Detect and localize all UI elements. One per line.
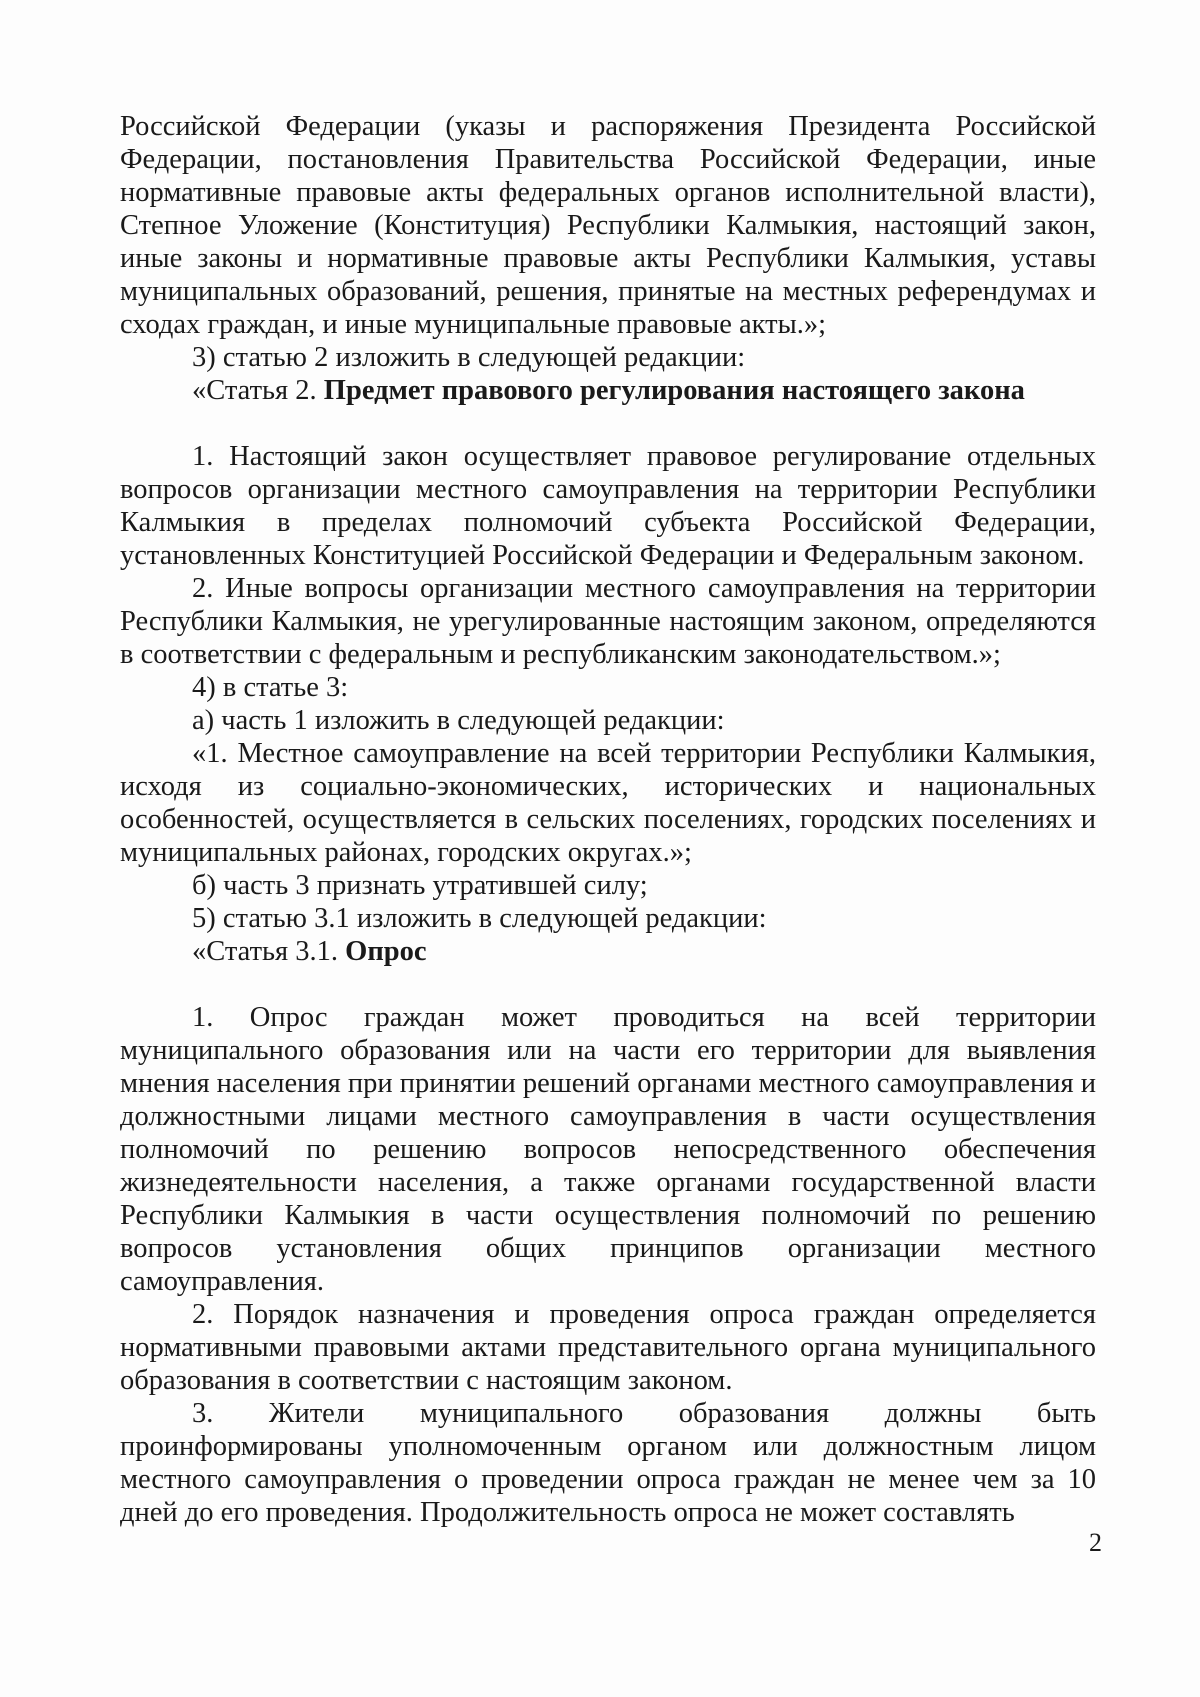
page-number: 2 — [1089, 1528, 1102, 1557]
article-2-part-1: 1. Настоящий закон осуществляет правовое регулирование отдельных вопросов организации местного самоуправления на территории Республики Калмыкия в пределах полномочий субъекта Российской Федерации, установленных Конституцией Российской Федерации и Федеральным законом. — [120, 441, 1096, 571]
list-item-4: 4) в статье 3: — [192, 672, 349, 703]
spacer — [120, 407, 1096, 440]
article-3-1-number: «Статья 3.1. — [192, 936, 346, 967]
article-2-title: Предмет правового регулирования настоящего закона — [323, 375, 1025, 406]
article-3-1-part-1: 1. Опрос граждан может проводиться на всей территории муниципального образования или на части его территории для выявления мнения населения при принятии решений органами местного самоуправления и должностными лицами местного самоуправления в части осуществления полномочий по решению вопросов непосредственного обеспечения жизнедеятельности населения, а также органами государственной власти Республики Калмыкия в части осуществления полномочий по решению вопросов установления общих принципов организации местного самоуправления. — [120, 1002, 1096, 1297]
list-item-3: 3) статью 2 изложить в следующей редакции: — [192, 342, 746, 373]
spacer — [120, 968, 1096, 1001]
list-item-4a: а) часть 1 изложить в следующей редакции: — [192, 705, 725, 736]
article-2-part-2: 2. Иные вопросы организации местного самоуправления на территории Республики Калмыкия, не урегулированные настоящим законом, определяются в соответствии с федеральным и республиканским законодательством.»; — [120, 573, 1096, 670]
article-3-part-1: «1. Местное самоуправление на всей территории Республики Калмыкия, исходя из социально-экономических, исторических и национальных особенностей, осуществляется в сельских поселениях, городских поселениях и муниципальных районах, городских округах.»; — [120, 738, 1096, 868]
article-3-1-part-3: 3. Жители муниципального образования должны быть проинформированы уполномоченным органом или должностным лицом местного самоуправления о проведении опроса граждан не менее чем за 10 дней до его проведения. Продолжительность опроса не может составлять — [120, 1398, 1096, 1528]
article-2-number: «Статья 2. — [192, 375, 324, 406]
article-2-heading — [120, 374, 1096, 407]
document-body — [120, 110, 1096, 1529]
article-3-1-part-2: 2. Порядок назначения и проведения опроса граждан определяется нормативными правовыми актами представительного органа муниципального образования в соответствии с настоящим законом. — [120, 1299, 1096, 1396]
article-3-1-heading — [120, 935, 1096, 968]
list-item-4b: б) часть 3 признать утратившей силу; — [192, 870, 648, 901]
article-3-1-title: Опрос — [345, 936, 427, 967]
paragraph-continuation: Российской Федерации (указы и распоряжения Президента Российской Федерации, постановления Правительства Российской Федерации, иные нормативные правовые акты федеральных органов исполнительной власти), Степное Уложение (Конституция) Республики Калмыкия, настоящий закон, иные законы и нормативные правовые акты Республики Калмыкия, уставы муниципальных образований, решения, принятые на местных референдумах и сходах граждан, и иные муниципальные правовые акты.»; — [120, 111, 1096, 340]
list-item-5: 5) статью 3.1 изложить в следующей редакции: — [192, 903, 767, 934]
